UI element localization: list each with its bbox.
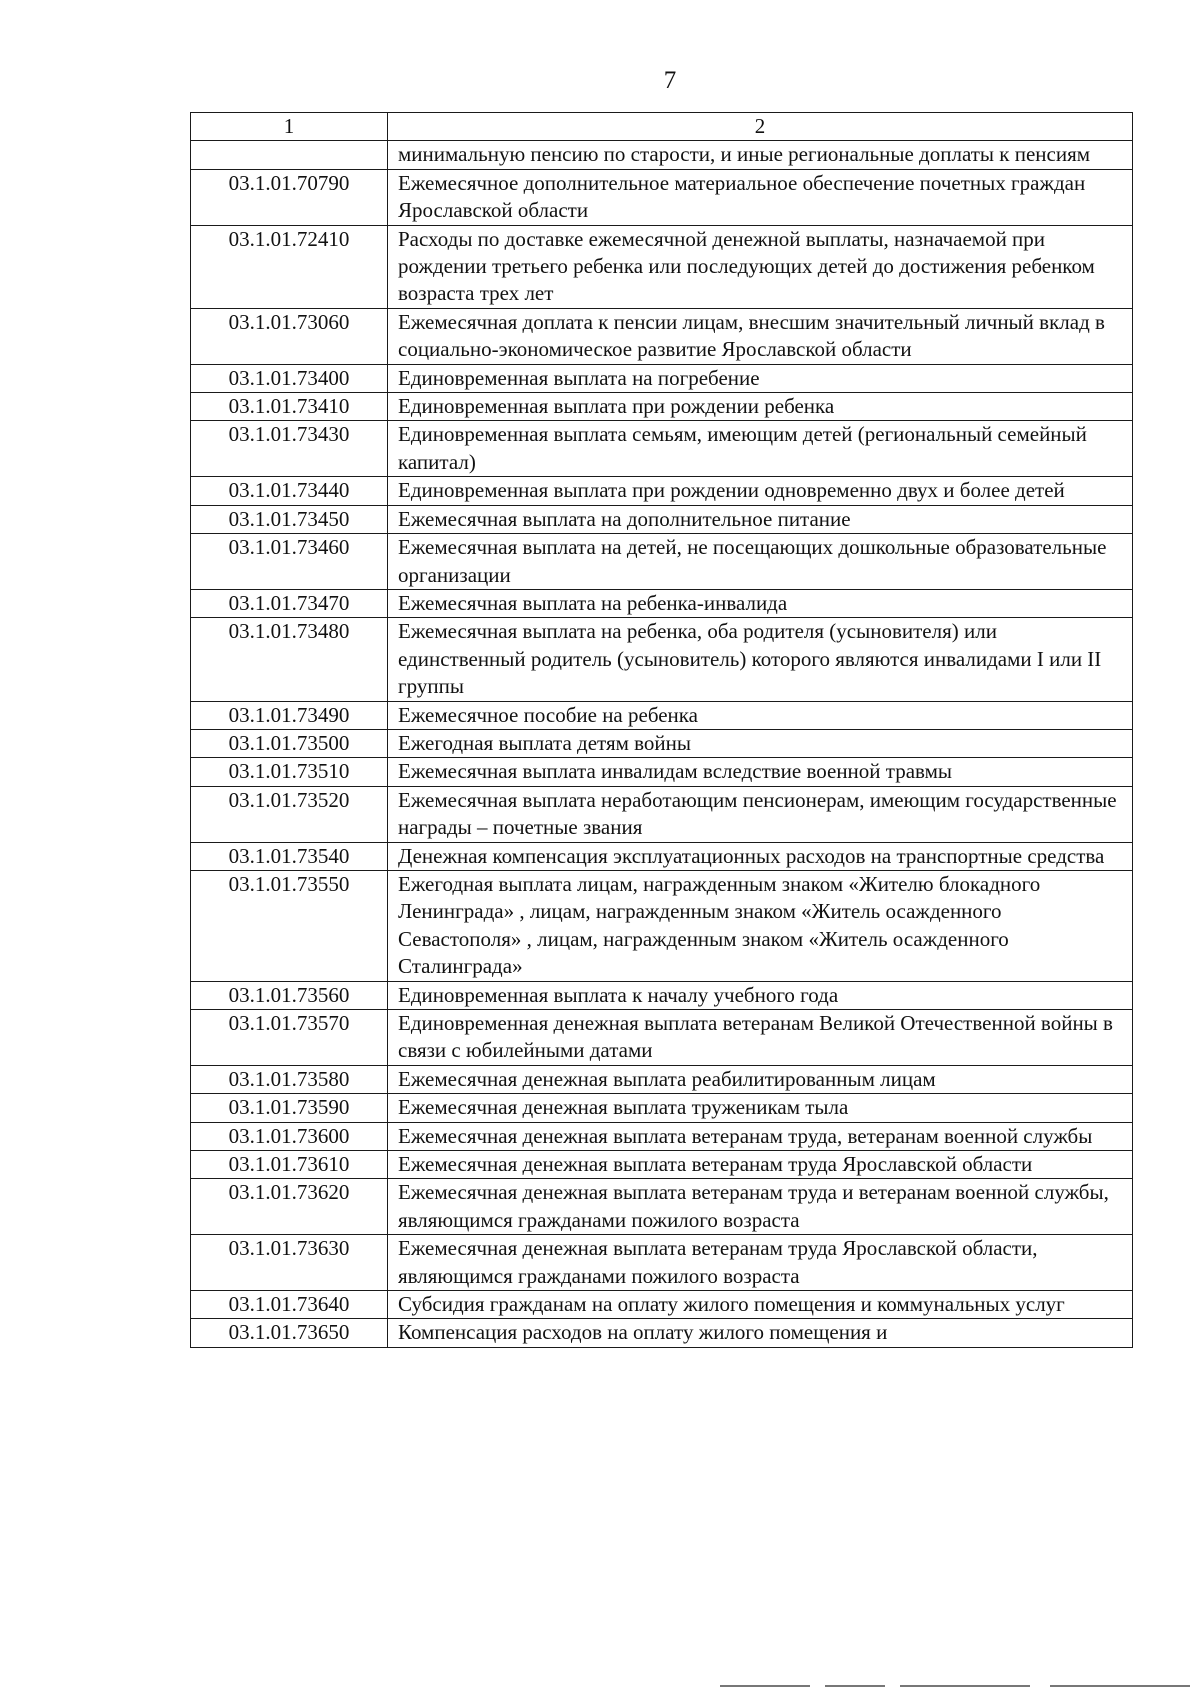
- description-cell: Расходы по доставке ежемесячной денежной выплаты, назначаемой при рождении третьего ребенка или последующих детей до достижения ребенком возраста трех лет: [388, 225, 1133, 308]
- code-cell: 03.1.01.73400: [191, 364, 388, 392]
- description-cell: Ежемесячная денежная выплата труженикам тыла: [388, 1094, 1133, 1122]
- description-cell: Ежемесячная выплата инвалидам вследствие военной травмы: [388, 758, 1133, 786]
- table-row: [191, 308, 1133, 364]
- description-cell: Единовременная выплата при рождении одновременно двух и более детей: [388, 477, 1133, 505]
- description-cell: Ежемесячная выплата неработающим пенсионерам, имеющим государственные награды – почетные звания: [388, 786, 1133, 842]
- table-row: [191, 1179, 1133, 1235]
- code-cell: 03.1.01.73540: [191, 842, 388, 870]
- table-row: [191, 225, 1133, 308]
- description-cell: Ежемесячное дополнительное материальное обеспечение почетных граждан Ярославской области: [388, 169, 1133, 225]
- description-cell: Ежемесячная выплата на дополнительное питание: [388, 505, 1133, 533]
- code-cell: 03.1.01.73460: [191, 534, 388, 590]
- table-row: [191, 589, 1133, 617]
- table-row: [191, 981, 1133, 1009]
- description-cell: Единовременная денежная выплата ветеранам Великой Отечественной войны в связи с юбилейными датами: [388, 1010, 1133, 1066]
- table-row: [191, 1319, 1133, 1347]
- table-row: [191, 1065, 1133, 1093]
- code-cell: 03.1.01.73580: [191, 1065, 388, 1093]
- code-cell: 03.1.01.73600: [191, 1122, 388, 1150]
- code-cell: 03.1.01.70790: [191, 169, 388, 225]
- description-cell: Единовременная выплата семьям, имеющим детей (региональный семейный капитал): [388, 421, 1133, 477]
- table-row: [191, 364, 1133, 392]
- table-row: [191, 618, 1133, 701]
- description-cell: Единовременная выплата к началу учебного года: [388, 981, 1133, 1009]
- description-cell: Единовременная выплата на погребение: [388, 364, 1133, 392]
- description-cell: Компенсация расходов на оплату жилого помещения и: [388, 1319, 1133, 1347]
- table-body: [191, 141, 1133, 1347]
- code-cell: 03.1.01.73550: [191, 870, 388, 981]
- table-row: [191, 729, 1133, 757]
- code-cell: 03.1.01.73590: [191, 1094, 388, 1122]
- code-cell: 03.1.01.73640: [191, 1291, 388, 1319]
- description-cell: Ежемесячное пособие на ребенка: [388, 701, 1133, 729]
- table-row: [191, 870, 1133, 981]
- description-cell: Ежемесячная денежная выплата ветеранам труда Ярославской области, являющимся гражданами пожилого возраста: [388, 1235, 1133, 1291]
- table-row: [191, 842, 1133, 870]
- code-cell: 03.1.01.73480: [191, 618, 388, 701]
- code-cell: 03.1.01.73450: [191, 505, 388, 533]
- description-cell: Ежемесячная выплата на ребенка-инвалида: [388, 589, 1133, 617]
- code-cell: [191, 141, 388, 169]
- code-cell: 03.1.01.73430: [191, 421, 388, 477]
- description-cell: Единовременная выплата при рождении ребенка: [388, 393, 1133, 421]
- table-row: [191, 169, 1133, 225]
- table-row: [191, 1235, 1133, 1291]
- description-cell: Ежемесячная денежная выплата ветеранам труда, ветеранам военной службы: [388, 1122, 1133, 1150]
- description-cell: Ежемесячная денежная выплата ветеранам труда Ярославской области: [388, 1151, 1133, 1179]
- code-cell: 03.1.01.73470: [191, 589, 388, 617]
- table-header-row: [191, 113, 1133, 141]
- table-row: [191, 758, 1133, 786]
- code-cell: 03.1.01.73560: [191, 981, 388, 1009]
- scan-artifact-lines: [720, 1685, 1200, 1691]
- code-cell: 03.1.01.73410: [191, 393, 388, 421]
- table-row: [191, 477, 1133, 505]
- code-cell: 03.1.01.73490: [191, 701, 388, 729]
- table-row: [191, 393, 1133, 421]
- description-cell: Денежная компенсация эксплуатационных расходов на транспортные средства: [388, 842, 1133, 870]
- table-row: [191, 701, 1133, 729]
- description-cell: Ежемесячная денежная выплата ветеранам труда и ветеранам военной службы, являющимся гражданами пожилого возраста: [388, 1179, 1133, 1235]
- code-cell: 03.1.01.73060: [191, 308, 388, 364]
- table-row: [191, 786, 1133, 842]
- column-header-description: 2: [388, 113, 1133, 141]
- description-cell: Ежемесячная доплата к пенсии лицам, внесшим значительный личный вклад в социально-экономическое развитие Ярославской области: [388, 308, 1133, 364]
- column-header-code: 1: [191, 113, 388, 141]
- code-cell: 03.1.01.73440: [191, 477, 388, 505]
- code-cell: 03.1.01.73510: [191, 758, 388, 786]
- table-row: [191, 1122, 1133, 1150]
- page-number: 7: [663, 67, 677, 94]
- code-cell: 03.1.01.73630: [191, 1235, 388, 1291]
- code-cell: 03.1.01.73620: [191, 1179, 388, 1235]
- description-cell: Ежемесячная выплата на ребенка, оба родителя (усыновителя) или единственный родитель (усыновитель) которого являются инвалидами I или II группы: [388, 618, 1133, 701]
- description-cell: Ежегодная выплата лицам, награжденным знаком «Жителю блокадного Ленинграда» , лицам, награжденным знаком «Житель осажденного Севастополя» , лицам, награжденным знаком «Житель осажденного Сталинграда»: [388, 870, 1133, 981]
- classification-table: [190, 112, 1133, 1348]
- description-cell: Ежемесячная выплата на детей, не посещающих дошкольные образовательные организации: [388, 534, 1133, 590]
- code-cell: 03.1.01.72410: [191, 225, 388, 308]
- code-cell: 03.1.01.73500: [191, 729, 388, 757]
- table-row: [191, 505, 1133, 533]
- table-row: [191, 141, 1133, 169]
- description-cell: Ежемесячная денежная выплата реабилитированным лицам: [388, 1065, 1133, 1093]
- description-cell: Ежегодная выплата детям войны: [388, 729, 1133, 757]
- description-cell: Субсидия гражданам на оплату жилого помещения и коммунальных услуг: [388, 1291, 1133, 1319]
- code-cell: 03.1.01.73520: [191, 786, 388, 842]
- table-row: [191, 1291, 1133, 1319]
- table-row: [191, 534, 1133, 590]
- table-row: [191, 1010, 1133, 1066]
- code-cell: 03.1.01.73610: [191, 1151, 388, 1179]
- code-cell: 03.1.01.73650: [191, 1319, 388, 1347]
- code-cell: 03.1.01.73570: [191, 1010, 388, 1066]
- table-row: [191, 1151, 1133, 1179]
- description-cell: минимальную пенсию по старости, и иные региональные доплаты к пенсиям: [388, 141, 1133, 169]
- table-row: [191, 421, 1133, 477]
- table-row: [191, 1094, 1133, 1122]
